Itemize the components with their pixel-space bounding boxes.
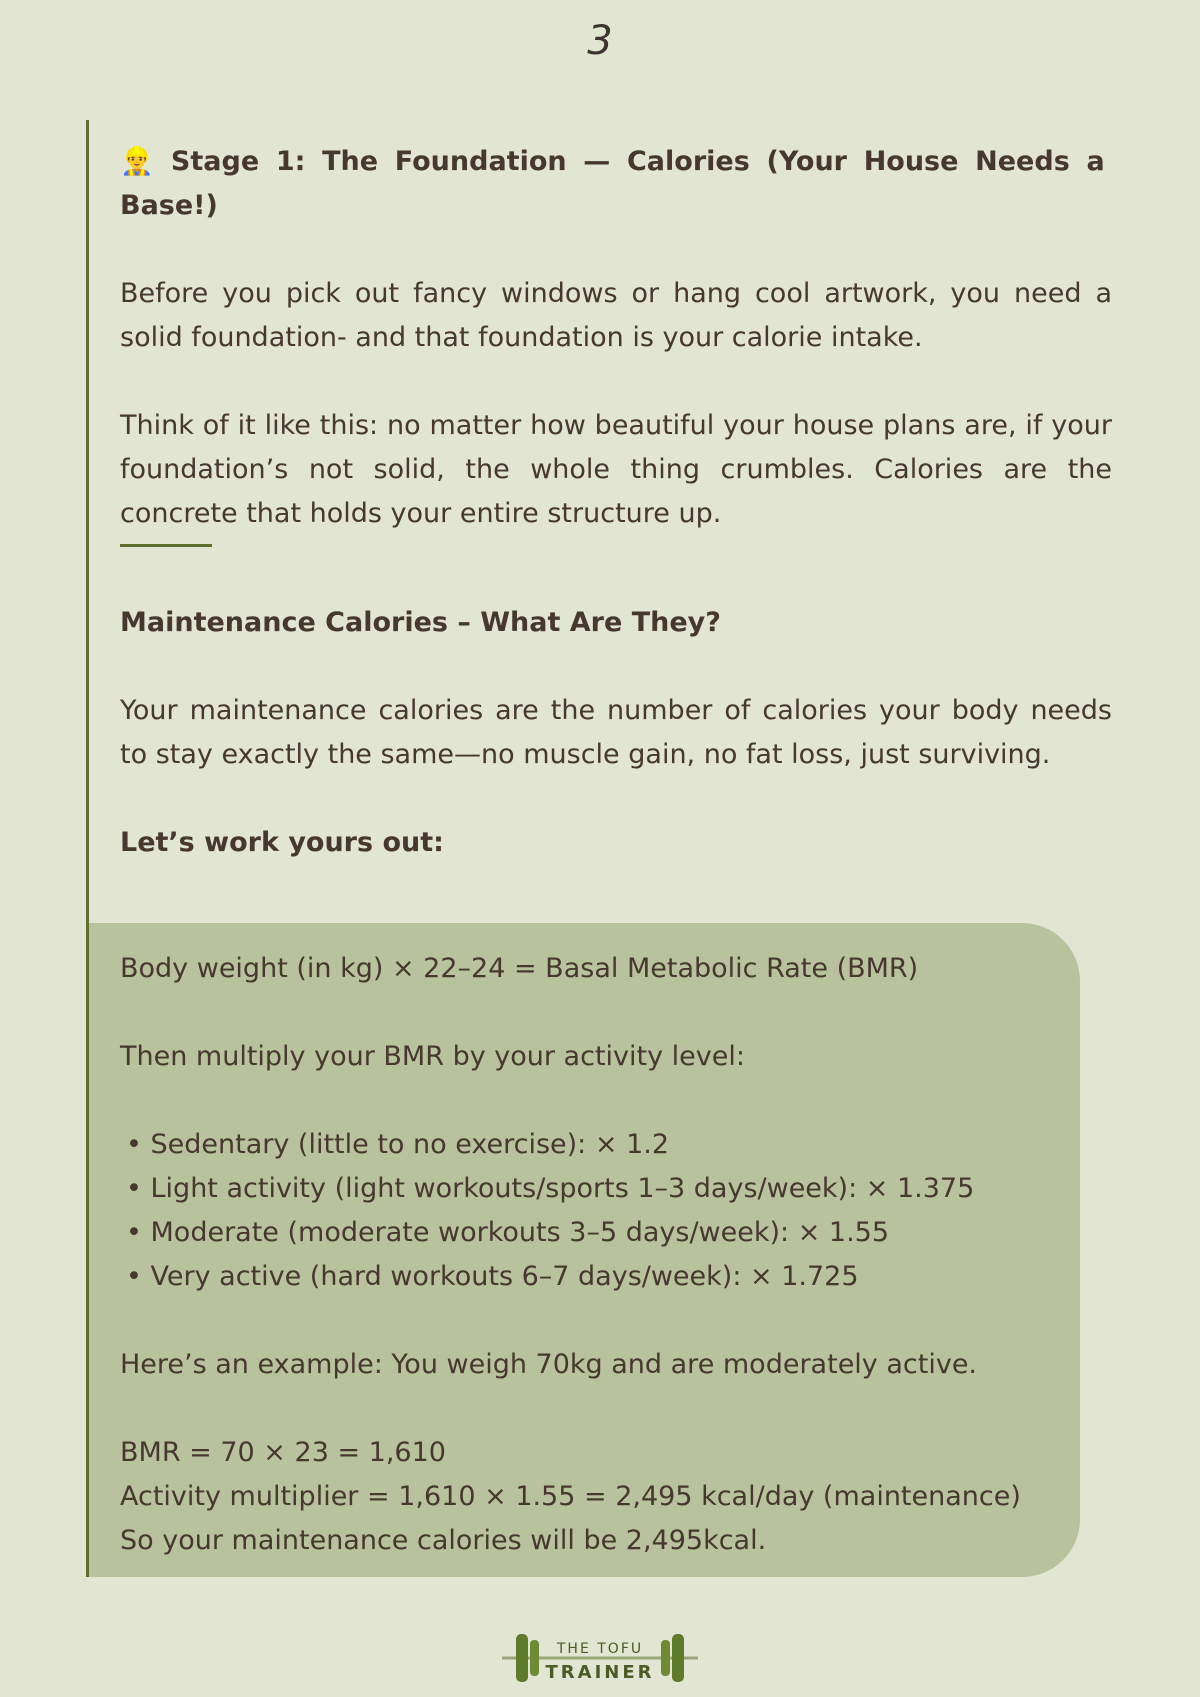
section-heading-text: Stage 1: The Foundation — Calories (Your House Needs a Base!)	[120, 146, 1105, 221]
subheading-maintenance: Maintenance Calories – What Are They?	[120, 607, 721, 638]
maintenance-paragraph: Your maintenance calories are the number of calories your body needs to stay exactly the same—no muscle gain, no fat loss, just surviving.	[120, 695, 1112, 770]
main-content	[120, 140, 1112, 865]
activity-bullet: • Very active (hard workouts 6–7 days/week): × 1.725	[126, 1261, 859, 1292]
bmr-formula: Body weight (in kg) × 22–24 = Basal Metabolic Rate (BMR)	[120, 953, 919, 984]
intro-paragraph-1: Before you pick out fancy windows or hang cool artwork, you need a solid foundation- and that foundation is your calorie intake.	[120, 278, 1112, 353]
tofu-trainer-logo	[500, 1628, 700, 1688]
example-intro: Here’s an example: You weigh 70kg and are moderately active.	[120, 1349, 978, 1380]
example-line: BMR = 70 × 23 = 1,610	[120, 1437, 446, 1468]
activity-bullet: • Moderate (moderate workouts 3–5 days/week): × 1.55	[126, 1217, 890, 1248]
work-out-heading: Let’s work yours out:	[120, 827, 444, 858]
construction-worker-icon: 👷‍♂️	[120, 146, 161, 177]
page-number: 3	[587, 18, 613, 64]
calculation-callout-box	[89, 923, 1080, 1577]
activity-bullet: • Light activity (light workouts/sports 1–3 days/week): × 1.375	[126, 1173, 975, 1204]
example-line: Activity multiplier = 1,610 × 1.55 = 2,495 kcal/day (maintenance)	[120, 1481, 1021, 1512]
intro-paragraph-2: Think of it like this: no matter how beautiful your house plans are, if your foundation’s not solid, the whole thing crumbles. Calories are the concrete that holds your entire structure up.	[120, 410, 1112, 529]
example-line: So your maintenance calories will be 2,495kcal.	[120, 1525, 767, 1556]
multiply-intro: Then multiply your BMR by your activity level:	[120, 1041, 745, 1072]
activity-bullet: • Sedentary (little to no exercise): × 1.2	[126, 1129, 670, 1160]
section-heading	[120, 140, 1112, 228]
logo-line-2: TRAINER	[545, 1662, 655, 1683]
logo-line-1: THE TOFU	[556, 1641, 644, 1657]
